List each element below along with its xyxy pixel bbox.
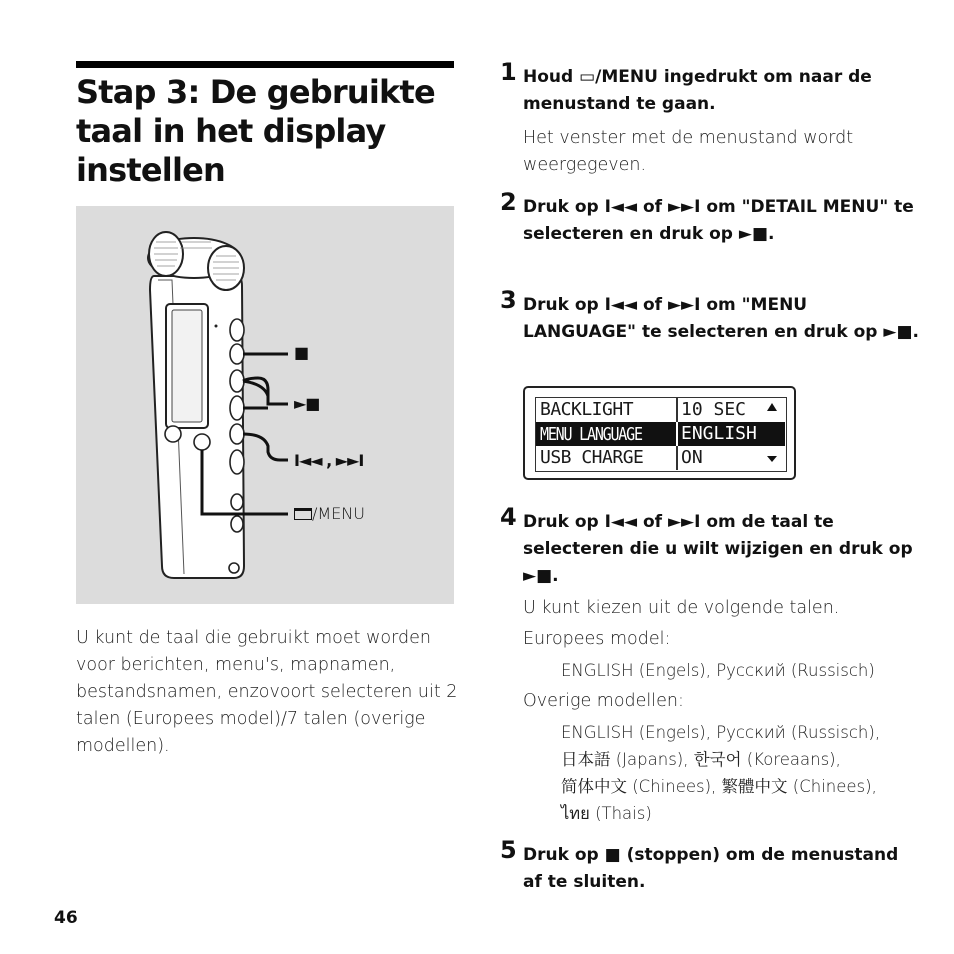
lcd-divider	[676, 446, 678, 470]
step-text: Druk op I◄◄ of ►►I om "DETAIL MENU" te selecteren en druk op ►■.	[523, 197, 914, 244]
lcd-row-usb-charge	[536, 446, 785, 470]
lcd-item-value: 10 SEC	[681, 399, 747, 420]
step-number: 4	[500, 503, 517, 531]
other-languages-line-3: 简体中文 (Chinees), 繁體中文 (Chinees),	[561, 777, 877, 796]
title-rule	[76, 61, 454, 68]
step-number: 1	[500, 58, 517, 86]
step-3	[500, 286, 920, 346]
lcd-item-label: MENU LANGUAGE	[540, 423, 642, 445]
step-note: Het venster met de menustand wordt weergegeven.	[523, 128, 854, 175]
step-text: Druk op ■ (stoppen) om de menustand af te sluiten.	[523, 845, 899, 892]
eu-model-label: Europees model:	[523, 629, 671, 649]
scroll-up-icon	[767, 403, 777, 411]
lcd-item-label: BACKLIGHT	[540, 399, 634, 420]
scroll-down-icon	[767, 456, 777, 462]
lcd-menu-display	[523, 386, 796, 480]
other-languages-line-1: ENGLISH (Engels), Русский (Russisch),	[561, 723, 881, 742]
other-languages-line-4: ไทย (Thais)	[561, 804, 652, 823]
lcd-divider	[676, 398, 678, 422]
skip-label: I◄◄ , ►►I	[294, 451, 364, 470]
lcd-screen	[535, 397, 787, 472]
step-number: 3	[500, 286, 517, 314]
menu-label-text: /MENU	[312, 504, 365, 523]
step-text: Druk op I◄◄ of ►►I om de taal te selecteren die u wilt wijzigen en druk op ►■.	[523, 512, 913, 586]
recorder-drawing	[76, 206, 454, 604]
other-models-label: Overige modellen:	[523, 691, 684, 711]
page-number: 46	[54, 908, 78, 928]
step-note: U kunt kiezen uit de volgende talen.	[523, 598, 840, 618]
lcd-item-label: USB CHARGE	[540, 447, 644, 468]
step-1	[500, 58, 920, 179]
step-4	[500, 503, 920, 827]
eu-languages: ENGLISH (Engels), Русский (Russisch)	[561, 661, 875, 680]
lcd-item-value: ON	[681, 447, 703, 468]
step-number: 2	[500, 188, 517, 216]
step-2	[500, 188, 920, 248]
step-text: Druk op I◄◄ of ►►I om "MENU LANGUAGE" te selecteren en druk op ►■.	[523, 295, 919, 342]
step-text: Houd ▭/MENU ingedrukt om naar de menustand te gaan.	[523, 67, 872, 114]
page-title: Stap 3: De gebruikte taal in het display instellen	[76, 73, 435, 189]
menu-label	[294, 504, 365, 523]
lcd-item-value: ENGLISH	[681, 423, 757, 444]
lcd-row-backlight	[536, 398, 785, 422]
recorder-illustration	[76, 206, 454, 604]
step-number: 5	[500, 836, 517, 864]
lcd-divider	[676, 422, 678, 446]
other-languages-line-2: 日本語 (Japans), 한국어 (Koreaans),	[561, 750, 841, 769]
intro-paragraph: U kunt de taal die gebruikt moet worden voor berichten, menu's, mapnamen, bestandsnamen, enzovoort selecteren uit 2 talen (Europees model)/7 talen (overige modellen).	[76, 628, 458, 756]
play-stop-label: ►■	[294, 394, 320, 413]
step-5	[500, 836, 920, 896]
folder-icon	[294, 508, 312, 520]
lcd-row-menu-language	[536, 422, 785, 446]
stop-label: ■	[294, 343, 309, 362]
